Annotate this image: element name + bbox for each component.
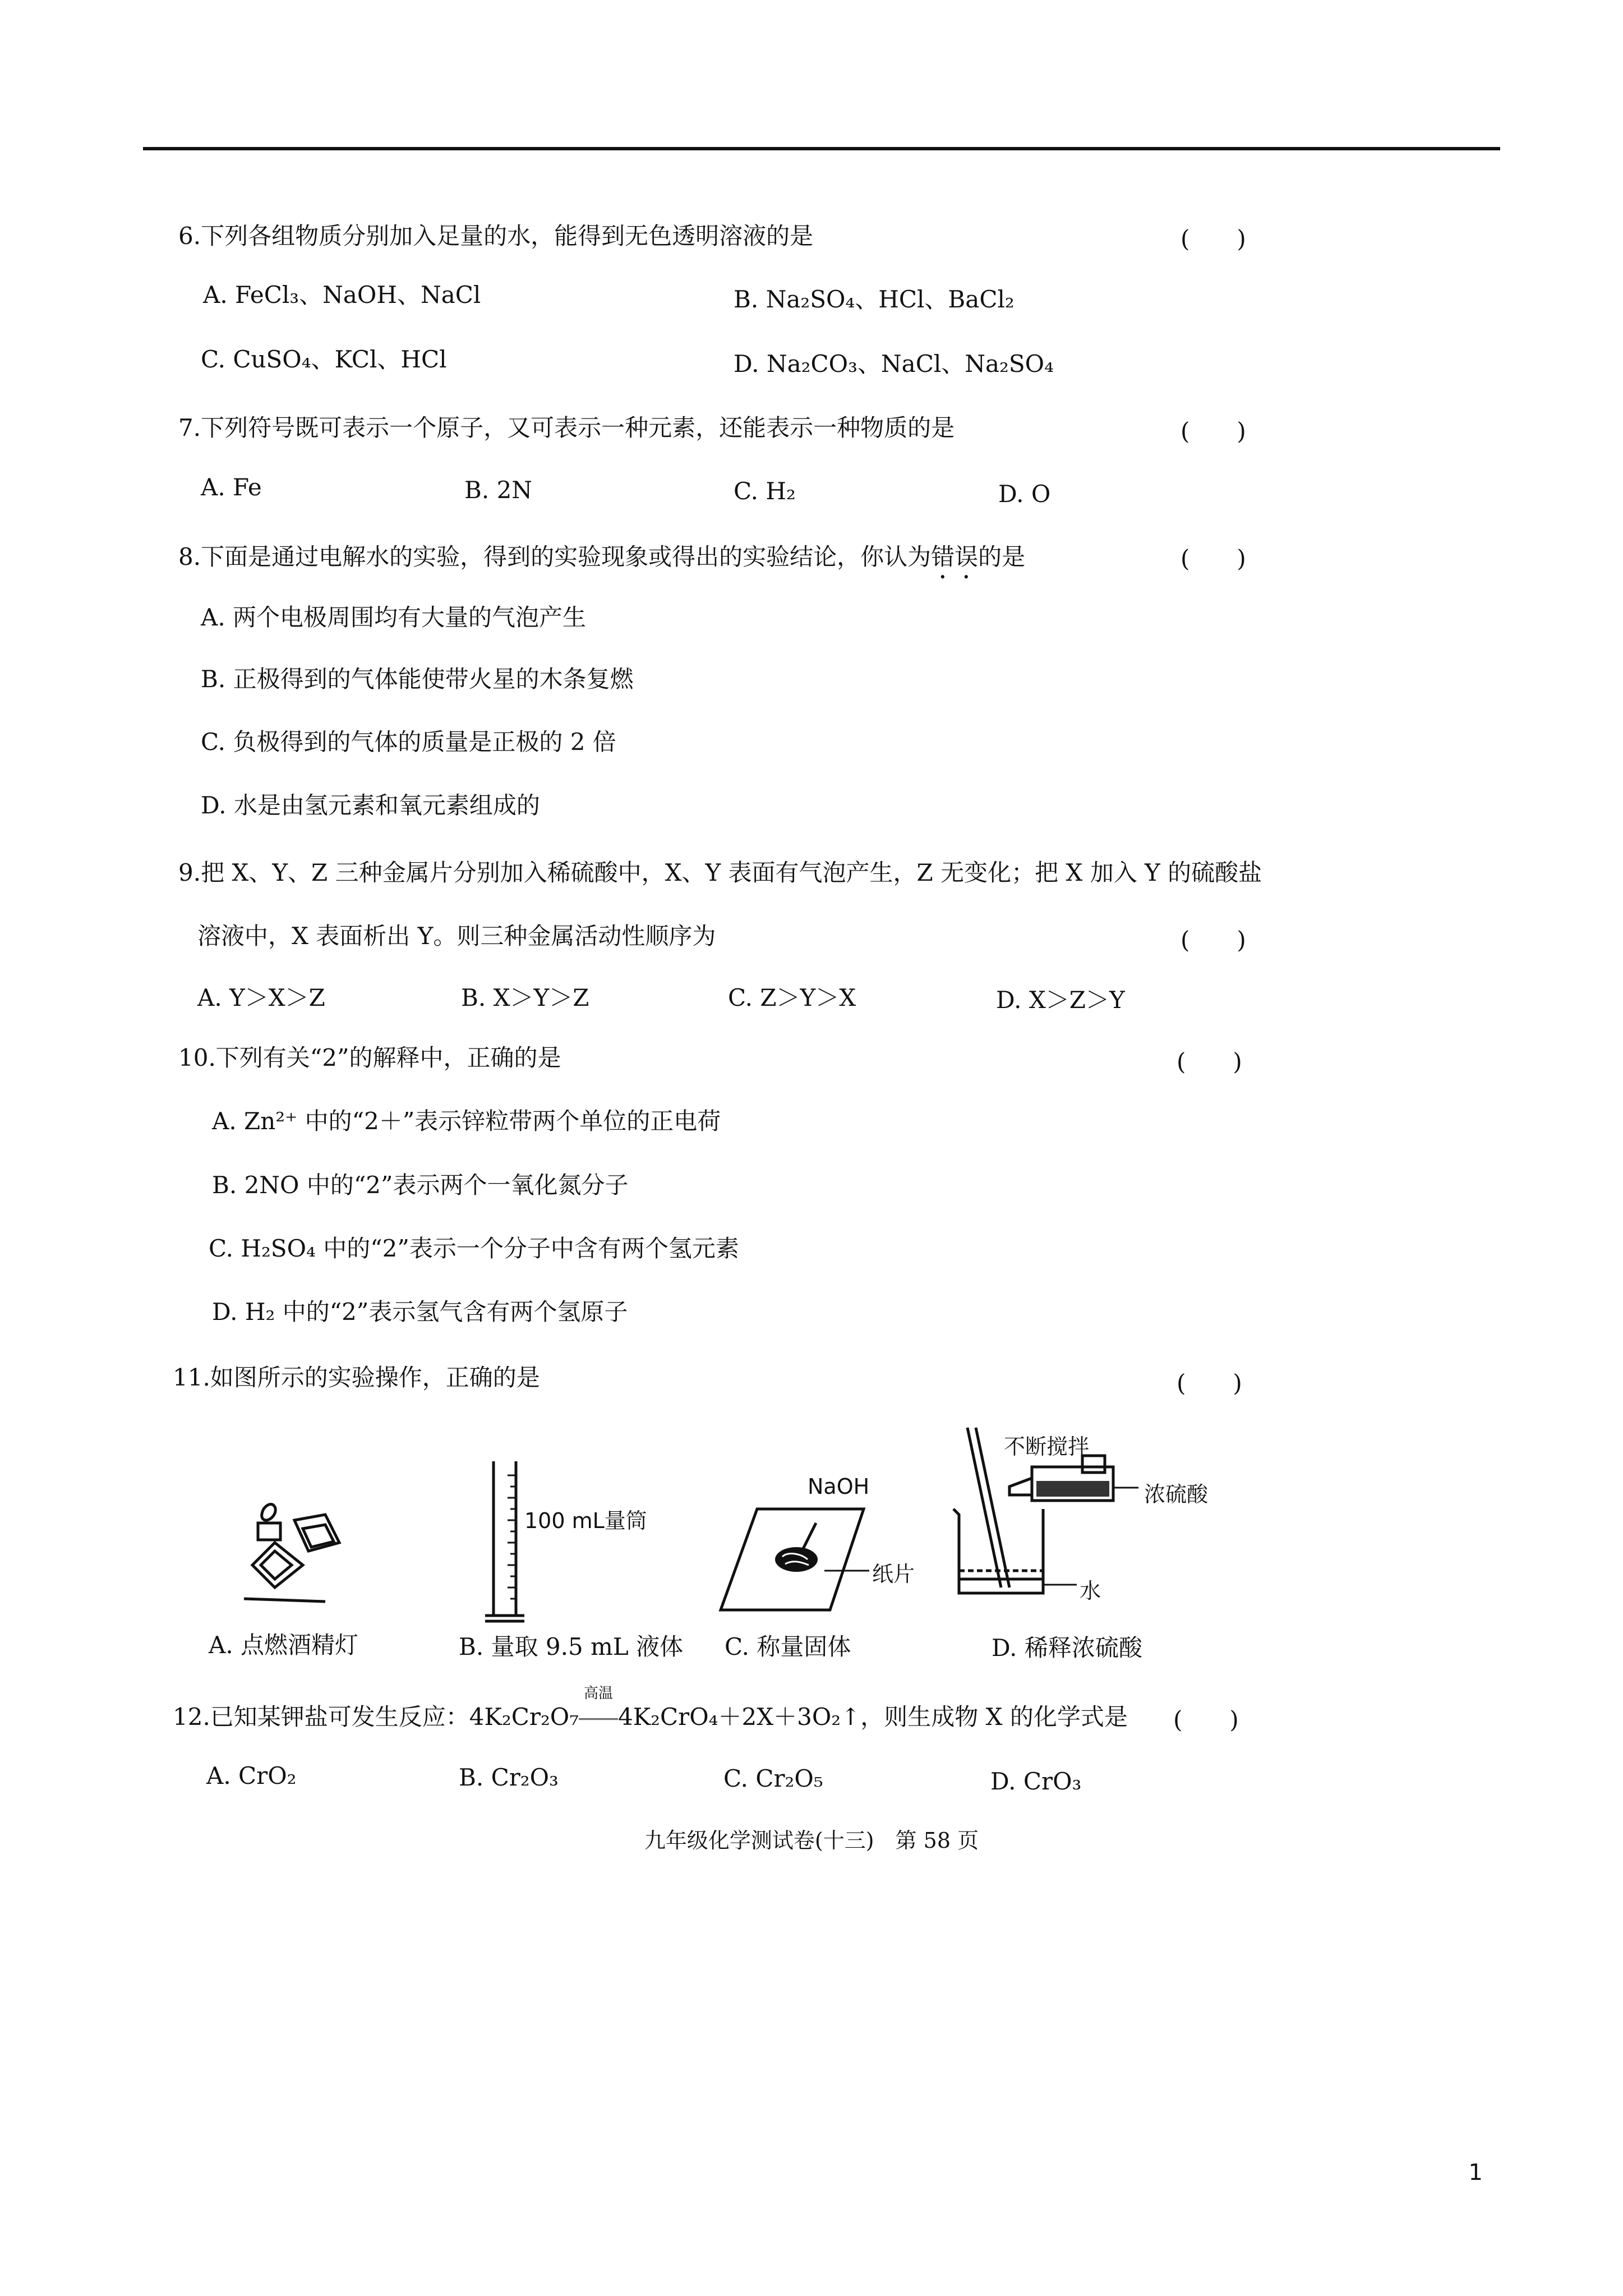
q9-option-d: D. X＞Z＞Y: [996, 986, 1125, 1014]
figure-a-alcohol-lamps: [241, 1498, 348, 1610]
q8-stem-pre: 8.下面是通过电解水的实验，得到的实验现象或得出的实验结论，你认为: [178, 543, 932, 570]
q9-stem-line1: 9.把 X、Y、Z 三种金属片分别加入稀硫酸中，X、Y 表面有气泡产生，Z 无变化；把 X 加入 Y 的硫酸盐: [178, 859, 1262, 886]
q11-option-a: A. 点燃酒精灯: [209, 1631, 359, 1659]
q10-option-d: D. H₂ 中的“2”表示氢气含有两个氢原子: [212, 1298, 628, 1326]
q10-answer-paren: ( ): [1177, 1048, 1242, 1075]
q12-products: 4K₂CrO₄＋2X＋3O₂↑，则生成物 X 的化学式是: [618, 1703, 1128, 1731]
q8-option-d: D. 水是由氢元素和氧元素组成的: [201, 792, 540, 819]
q11-option-d: D. 稀释浓硫酸: [992, 1634, 1142, 1662]
q9-answer-paren: ( ): [1181, 926, 1246, 954]
q12-option-d: D. CrO₃: [990, 1768, 1082, 1795]
q10-option-a: A. Zn²⁺ 中的“2＋”表示锌粒带两个单位的正电荷: [212, 1107, 721, 1135]
figure-c-weighing-paper: [718, 1503, 875, 1616]
q11-answer-paren: ( ): [1177, 1369, 1242, 1397]
q10-stem: 10.下列有关“2”的解释中，正确的是: [178, 1044, 561, 1071]
q12-option-b: B. Cr₂O₃: [459, 1764, 559, 1791]
q8-answer-paren: ( ): [1181, 545, 1246, 572]
q6-option-c: C. CuSO₄、KCl、HCl: [201, 346, 447, 373]
figure-b-graduated-cylinder: [482, 1458, 527, 1632]
figure-c-paper-label: 纸片: [872, 1562, 915, 1586]
q6-option-b: B. Na₂SO₄、HCl、BaCl₂: [734, 286, 1015, 313]
q7-option-a: A. Fe: [201, 473, 262, 501]
q12-reaction-arrow: [579, 1685, 618, 1729]
figure-b-cylinder-label: 100 mL量筒: [524, 1508, 647, 1533]
top-rule: [143, 147, 1500, 150]
q6-option-d: D. Na₂CO₃、NaCl、Na₂SO₄: [734, 350, 1054, 378]
page-footer: 九年级化学测试卷(十三) 第 58 页: [644, 1828, 979, 1853]
q9-option-c: C. Z＞Y＞X: [728, 984, 856, 1011]
q6-option-a: A. FeCl₃、NaOH、NaCl: [203, 281, 481, 309]
q9-stem-line2: 溶液中，X 表面析出 Y。则三种金属活动性顺序为: [197, 922, 716, 950]
q12-option-a: A. CrO₂: [206, 1762, 297, 1789]
q11-option-c: C. 称量固体: [725, 1633, 851, 1660]
q7-stem: 7.下列符号既可表示一个原子，又可表示一种元素，还能表示一种物质的是: [178, 414, 955, 441]
figure-d-acid-label: 浓硫酸: [1144, 1482, 1209, 1507]
q12-condition: 高温: [584, 1685, 614, 1702]
q11-option-b: B. 量取 9.5 mL 液体: [459, 1633, 684, 1660]
q6-answer-paren: ( ): [1181, 225, 1246, 252]
q7-option-c: C. H₂: [734, 477, 796, 505]
q12-option-c: C. Cr₂O₅: [723, 1765, 823, 1792]
q10-option-c: C. H₂SO₄ 中的“2”表示一个分子中含有两个氢元素: [209, 1235, 739, 1262]
q11-stem: 11.如图所示的实验操作，正确的是: [173, 1364, 540, 1391]
q8-option-c: C. 负极得到的气体的质量是正极的 2 倍: [201, 728, 616, 756]
q8-option-b: B. 正极得到的气体能使带火星的木条复燃: [201, 665, 634, 693]
q7-answer-paren: ( ): [1181, 417, 1246, 445]
figure-c-naoh-label: NaOH: [808, 1474, 870, 1499]
figure-d-water-label: 水: [1080, 1579, 1101, 1603]
q10-option-b: B. 2NO 中的“2”表示两个一氧化氮分子: [212, 1171, 629, 1199]
q6-stem: 6.下列各组物质分别加入足量的水，能得到无色透明溶液的是: [178, 222, 814, 250]
q8-stem-post: 的是: [978, 543, 1026, 570]
q8-stem-emphasis: 错误: [931, 543, 979, 570]
figure-d-stir-label: 不断搅拌: [1004, 1434, 1090, 1459]
q8-stem: [178, 543, 1025, 584]
q12-reactant: 12.已知某钾盐可发生反应：4K₂Cr₂O₇: [173, 1703, 579, 1731]
q7-option-d: D. O: [998, 480, 1051, 508]
q7-option-b: B. 2N: [464, 476, 533, 504]
q12-answer-paren: ( ): [1173, 1706, 1239, 1733]
q12-stem: [173, 1685, 1128, 1731]
q8-option-a: A. 两个电极周围均有大量的气泡产生: [201, 604, 587, 631]
q9-option-b: B. X＞Y＞Z: [461, 984, 589, 1011]
q9-option-a: A. Y＞X＞Z: [197, 984, 325, 1011]
page-number: 1: [1468, 2160, 1483, 2185]
